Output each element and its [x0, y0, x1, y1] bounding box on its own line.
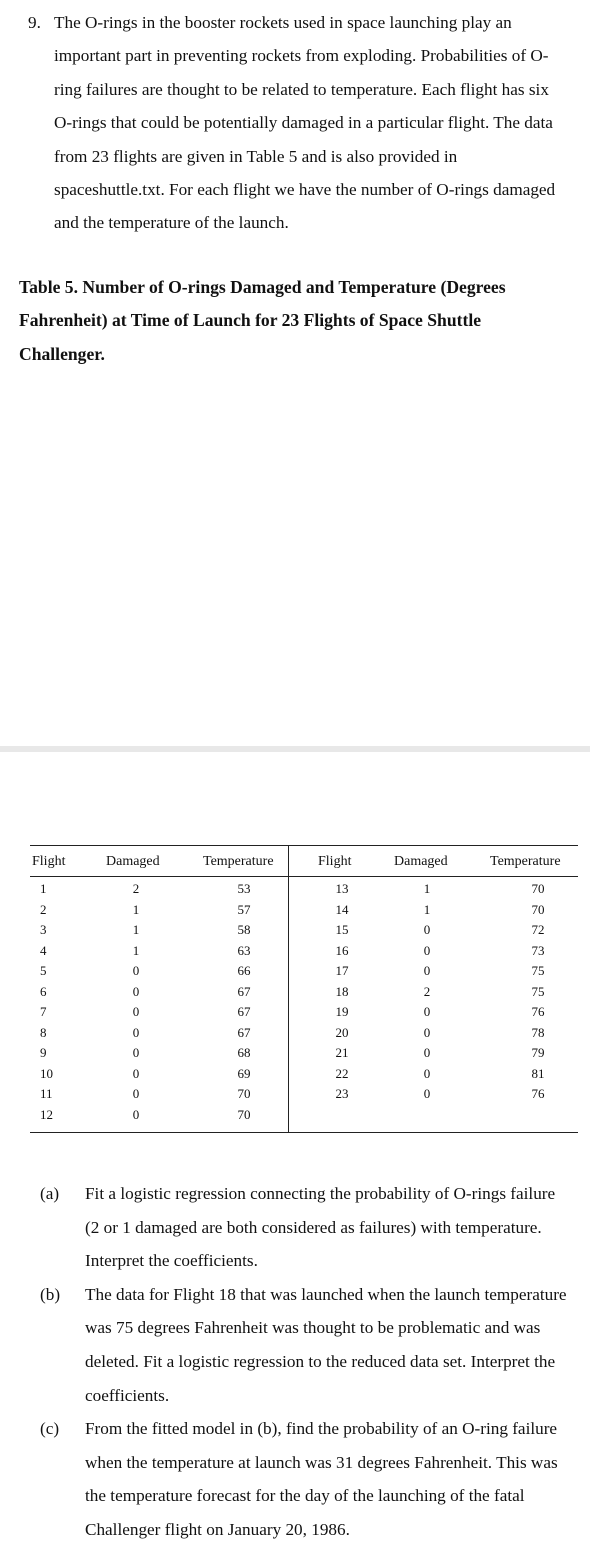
- question-parts: [40, 1177, 570, 1547]
- table-header-rule: [30, 876, 578, 877]
- cell-left-temperature: 70: [237, 1106, 251, 1122]
- header-flight-left: Flight: [32, 854, 66, 869]
- part-a: [40, 1177, 570, 1278]
- header-temperature-left: Temperature: [203, 854, 274, 869]
- cell-right-flight: 16: [335, 942, 349, 958]
- header-flight-right: Flight: [318, 854, 352, 869]
- cell-left-flight: 5: [40, 963, 47, 978]
- cell-left-temperature: 58: [237, 922, 251, 937]
- cell-left-temperature: 63: [237, 942, 251, 958]
- cell-right-flight: 21: [335, 1045, 349, 1060]
- cell-right-temperature: 79: [531, 1045, 545, 1060]
- cell-left-flight: 9: [40, 1045, 47, 1060]
- cell-left-damaged: 0: [132, 1045, 140, 1060]
- cell-left-damaged: 1: [132, 901, 140, 917]
- cell-right-flight: 13: [335, 881, 349, 896]
- cell-left-temperature: 53: [237, 881, 251, 896]
- cell-right-temperature: 70: [531, 901, 545, 917]
- cell-left-damaged: 0: [132, 983, 140, 999]
- cell-left-flight: 10: [40, 1065, 53, 1081]
- cell-right-flight: 18: [335, 983, 349, 999]
- cell-right-flight: 15: [335, 922, 349, 937]
- cell-right-damaged: 0: [423, 1045, 431, 1060]
- cell-right-flight: 22: [335, 1065, 349, 1081]
- part-a-text: Fit a logistic regression connecting the probability of O-rings failure (2 or 1 damaged are both considered as failures) with temperature. Interpret the coefficients.: [85, 1184, 556, 1271]
- cell-left-flight: 11: [40, 1086, 53, 1101]
- cell-right-temperature: 76: [531, 1004, 545, 1019]
- cell-right-damaged: 0: [423, 1004, 431, 1019]
- cell-left-damaged: 0: [132, 1106, 140, 1122]
- cell-left-temperature: 69: [237, 1065, 251, 1081]
- cell-right-damaged: 1: [423, 881, 431, 896]
- table-top-rule: [30, 845, 578, 846]
- cell-right-flight: 17: [335, 963, 349, 978]
- cell-right-damaged: 0: [423, 1065, 431, 1081]
- cell-right-flight: 20: [335, 1024, 349, 1040]
- cell-right-temperature: 72: [531, 922, 545, 937]
- part-b-text: The data for Flight 18 that was launched when the launch temperature was 75 degrees Fahrenheit was thought to be problematic and was deleted. Fit a logistic regression to the reduced data set. Interpret the coefficients.: [85, 1284, 567, 1405]
- cell-left-damaged: 1: [132, 922, 140, 937]
- cell-left-temperature: 57: [237, 901, 251, 917]
- cell-left-damaged: 0: [132, 963, 140, 978]
- cell-right-flight: 23: [335, 1086, 349, 1101]
- cell-right-temperature: 75: [531, 963, 545, 978]
- cell-left-damaged: 0: [132, 1024, 140, 1040]
- cell-left-temperature: 67: [237, 1024, 251, 1040]
- cell-left-damaged: 0: [132, 1004, 140, 1019]
- table-column-divider: [288, 845, 289, 1133]
- part-c-text: From the fitted model in (b), find the probability of an O-ring failure when the temperature at launch was 31 degrees Fahrenheit. This was the temperature forecast for the day of the launching of the fatal Challenger flight on January 20, 1986.: [85, 1419, 558, 1539]
- cell-right-flight: 19: [335, 1004, 349, 1019]
- part-a-label: (a): [40, 1184, 60, 1203]
- cell-left-flight: 1: [40, 881, 47, 896]
- cell-left-flight: 6: [40, 983, 47, 999]
- cell-right-damaged: 0: [423, 963, 431, 978]
- cell-right-damaged: 1: [423, 901, 431, 917]
- cell-left-damaged: 1: [132, 942, 140, 958]
- cell-left-temperature: 68: [237, 1045, 251, 1060]
- part-c: [40, 1412, 570, 1546]
- cell-left-damaged: 2: [132, 881, 140, 896]
- cell-left-flight: 2: [40, 901, 47, 917]
- cell-left-flight: 8: [40, 1024, 47, 1040]
- cell-left-flight: 4: [40, 942, 47, 958]
- cell-left-flight: 7: [40, 1004, 47, 1019]
- problem-text: The O-rings in the booster rockets used in space launching play an important part in preventing rockets from exploding. Probabilities of O-ring failures are thought to be related to temperature. Each flight has six O-rings that could be potentially damaged in a particular flight. The data from 23 flights are given in Table 5 and is also provided in spaceshuttle.txt. For each flight we have the number of O-rings damaged and the temperature of the launch.: [54, 13, 556, 233]
- header-damaged-left: Damaged: [106, 854, 160, 869]
- cell-right-damaged: 2: [423, 983, 431, 999]
- table-bottom-rule: [30, 1132, 578, 1133]
- header-damaged-right: Damaged: [394, 854, 448, 869]
- cell-right-damaged: 0: [423, 1086, 431, 1101]
- cell-left-flight: 3: [40, 922, 47, 937]
- cell-right-damaged: 0: [423, 922, 431, 937]
- cell-left-flight: 12: [40, 1106, 53, 1122]
- cell-right-temperature: 76: [531, 1086, 545, 1101]
- data-table: [30, 845, 578, 1133]
- problem-statement: [20, 6, 565, 240]
- header-temperature-right: Temperature: [490, 854, 561, 869]
- cell-right-damaged: 0: [423, 942, 431, 958]
- problem-number: 9.: [28, 13, 41, 32]
- page-divider: [0, 746, 590, 752]
- cell-right-temperature: 78: [531, 1024, 545, 1040]
- cell-left-damaged: 0: [132, 1065, 140, 1081]
- part-b-label: (b): [40, 1284, 61, 1304]
- cell-right-flight: 14: [335, 901, 349, 917]
- cell-right-temperature: 75: [531, 983, 545, 999]
- cell-left-temperature: 67: [237, 1004, 251, 1019]
- cell-left-damaged: 0: [132, 1086, 140, 1101]
- part-b: [40, 1278, 570, 1412]
- cell-right-temperature: 73: [531, 942, 545, 958]
- cell-right-temperature: 70: [531, 881, 545, 896]
- cell-right-damaged: 0: [423, 1024, 431, 1040]
- cell-left-temperature: 67: [237, 983, 251, 999]
- table-caption: Table 5. Number of O-rings Damaged and Temperature (Degrees Fahrenheit) at Time of Launch for 23 Flights of Space Shuttle Challenger.: [19, 277, 506, 364]
- part-c-label: (c): [40, 1419, 60, 1439]
- cell-right-temperature: 81: [531, 1065, 545, 1081]
- cell-left-temperature: 66: [237, 963, 251, 978]
- cell-left-temperature: 70: [237, 1086, 251, 1101]
